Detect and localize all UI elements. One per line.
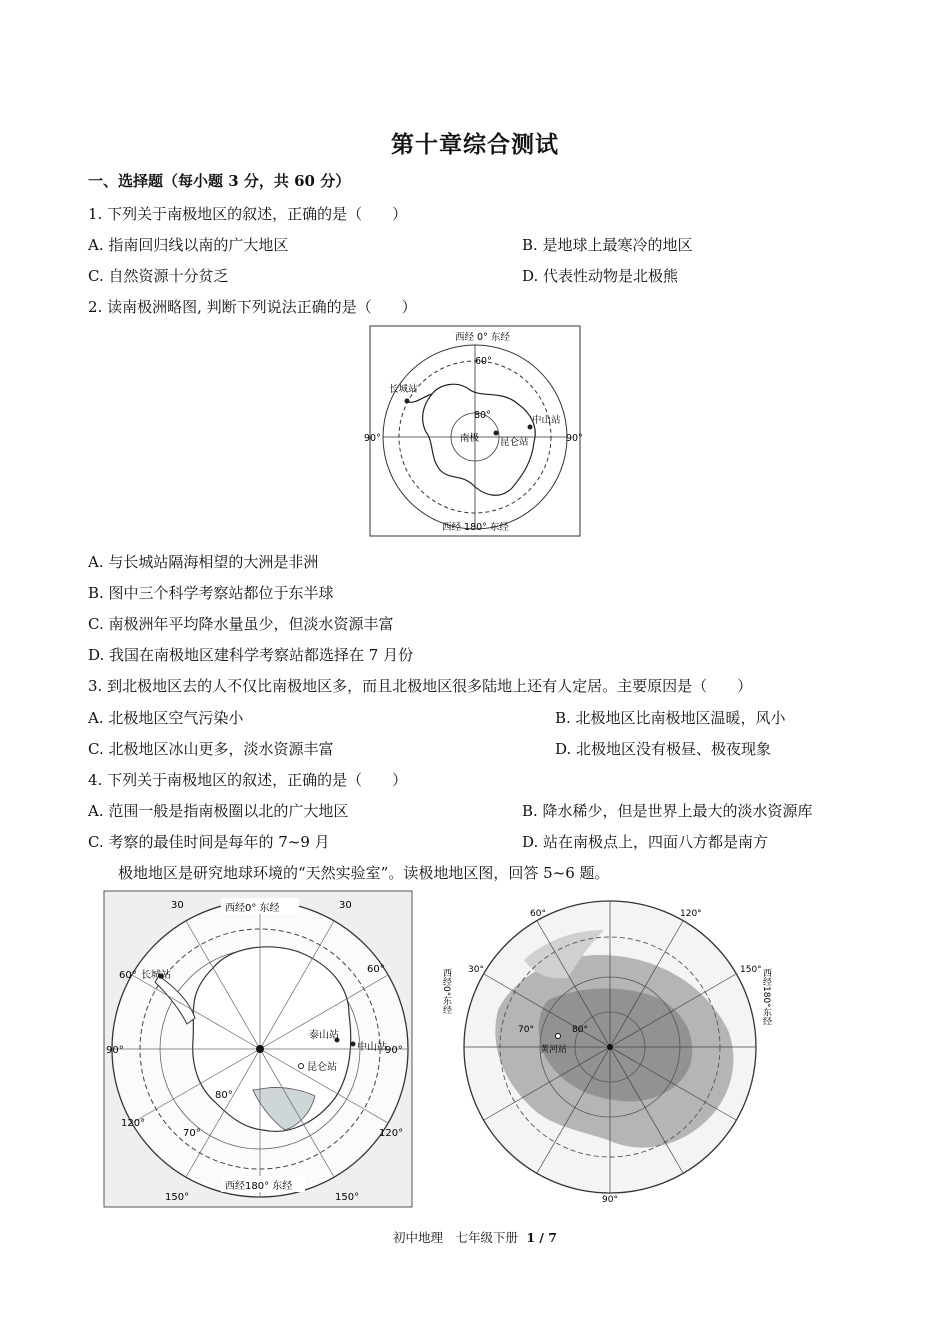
map2-lon150-right: 150°	[335, 1192, 360, 1203]
map2-lon90-left: 90°	[106, 1045, 124, 1056]
map2-lon120-right: 120°	[379, 1128, 404, 1139]
q2-option-b[interactable]: B. 图中三个科学考察站都位于东半球	[88, 584, 334, 602]
q3-option-c[interactable]: C. 北极地区冰山更多，淡水资源丰富	[88, 740, 334, 758]
map1-lat60-label: 60°	[475, 356, 492, 367]
map3-left-label: 西经0°东经	[441, 968, 451, 1015]
map1-zhongshan-label: 中山站	[532, 415, 561, 426]
map2-lon30-right: 30	[339, 900, 352, 911]
map2-lon60-left: 60°	[119, 970, 137, 981]
q1-option-c[interactable]: C. 自然资源十分贫乏	[88, 267, 229, 285]
footer-page-number: 1 / 7	[526, 1230, 558, 1245]
q3-option-a[interactable]: A. 北极地区空气污染小	[88, 709, 244, 727]
map1-right-label: 90°	[566, 433, 583, 444]
q2-option-d[interactable]: D. 我国在南极地区建科学考察站都选择在 7 月份	[88, 646, 414, 664]
map2-lon120-left: 120°	[121, 1118, 146, 1129]
q1-option-b[interactable]: B. 是地球上最寒冷的地区	[522, 236, 693, 254]
antarctica-map	[103, 890, 413, 1208]
map2-lon30-left: 30	[171, 900, 184, 911]
section-heading: 一、选择题（每小题 3 分，共 60 分）	[88, 172, 351, 190]
map3-huanghe-label: 黄河站	[540, 1045, 568, 1055]
map1-kunlun-label: 昆仑站	[500, 437, 529, 448]
map2-lat70-label: 70°	[183, 1128, 201, 1139]
map2-lat80-label: 80°	[215, 1090, 233, 1101]
map3-right-label: 西经180°东经	[761, 968, 771, 1026]
question-1-stem: 1. 下列关于南极地区的叙述，正确的是（ ）	[88, 205, 408, 223]
map2-changcheng-label: 长城站	[141, 970, 171, 981]
map3-lon120-label: 120°	[680, 909, 702, 919]
map3-lat70-label: 70°	[518, 1025, 534, 1035]
map3-lon150-label: 150°	[740, 965, 762, 975]
map2-lon90-right: 90°	[385, 1045, 403, 1056]
q1-option-a[interactable]: A. 指南回归线以南的广大地区	[88, 236, 289, 254]
map2-top-label: 西经0° 东经	[225, 903, 280, 914]
arctic-map	[428, 890, 778, 1208]
map3-lon90-label: 90°	[602, 1195, 618, 1205]
map3-lon60-label: 60°	[530, 909, 546, 919]
map1-top-label: 西经 0° 东经	[455, 332, 510, 343]
question-4-stem: 4. 下列关于南极地区的叙述，正确的是（ ）	[88, 771, 408, 789]
q3-option-b[interactable]: B. 北极地区比南极地区温暖，风小	[555, 709, 786, 727]
page-title: 第十章综合测试	[391, 131, 559, 158]
q1-option-d[interactable]: D. 代表性动物是北极熊	[522, 267, 679, 285]
footer-subject: 初中地理 七年级下册	[392, 1230, 518, 1245]
q4-option-c[interactable]: C. 考察的最佳时间是每年的 7~9 月	[88, 833, 330, 851]
map2-taishan-label: 泰山站	[309, 1030, 339, 1041]
map2-lon60-right: 60°	[367, 964, 385, 975]
map1-changcheng-label: 长城站	[389, 384, 418, 395]
map1-bottom-label: 西经 180° 东经	[442, 522, 509, 533]
map2-zhongshan-label: 中山站	[357, 1042, 387, 1053]
map2-kunlun-label: 昆仑站	[307, 1062, 337, 1073]
map3-lon30-label: 30°	[468, 965, 484, 975]
question-2-stem: 2. 读南极洲略图, 判断下列说法正确的是（ ）	[88, 298, 417, 316]
page-footer	[0, 1228, 950, 1246]
map1-lat80-label: 80°	[474, 410, 491, 421]
map2-lon150-left: 150°	[165, 1192, 190, 1203]
q3-option-d[interactable]: D. 北极地区没有极昼、极夜现象	[555, 740, 772, 758]
q2-option-c[interactable]: C. 南极洲年平均降水量虽少，但淡水资源丰富	[88, 615, 394, 633]
q4-option-a[interactable]: A. 范围一般是指南极圈以北的广大地区	[88, 802, 349, 820]
map2-bottom-label: 西经180° 东经	[225, 1181, 293, 1192]
map1-pole-label: 南极	[460, 433, 480, 444]
map3-lat80-label: 80°	[572, 1025, 588, 1035]
map1-left-label: 90°	[364, 433, 381, 444]
intro-q5-6: 极地地区是研究地球环境的“天然实验室”。读极地地区图，回答 5~6 题。	[118, 864, 610, 882]
q4-option-b[interactable]: B. 降水稀少，但是世界上最大的淡水资源库	[522, 802, 813, 820]
antarctica-sketch-map	[362, 324, 588, 538]
question-3-stem: 3. 到北极地区去的人不仅比南极地区多，而且北极地区很多陆地上还有人定居。主要原因是（ ）	[88, 677, 753, 695]
q2-option-a[interactable]: A. 与长城站隔海相望的大洲是非洲	[88, 553, 319, 571]
q4-option-d[interactable]: D. 站在南极点上，四面八方都是南方	[522, 833, 769, 851]
